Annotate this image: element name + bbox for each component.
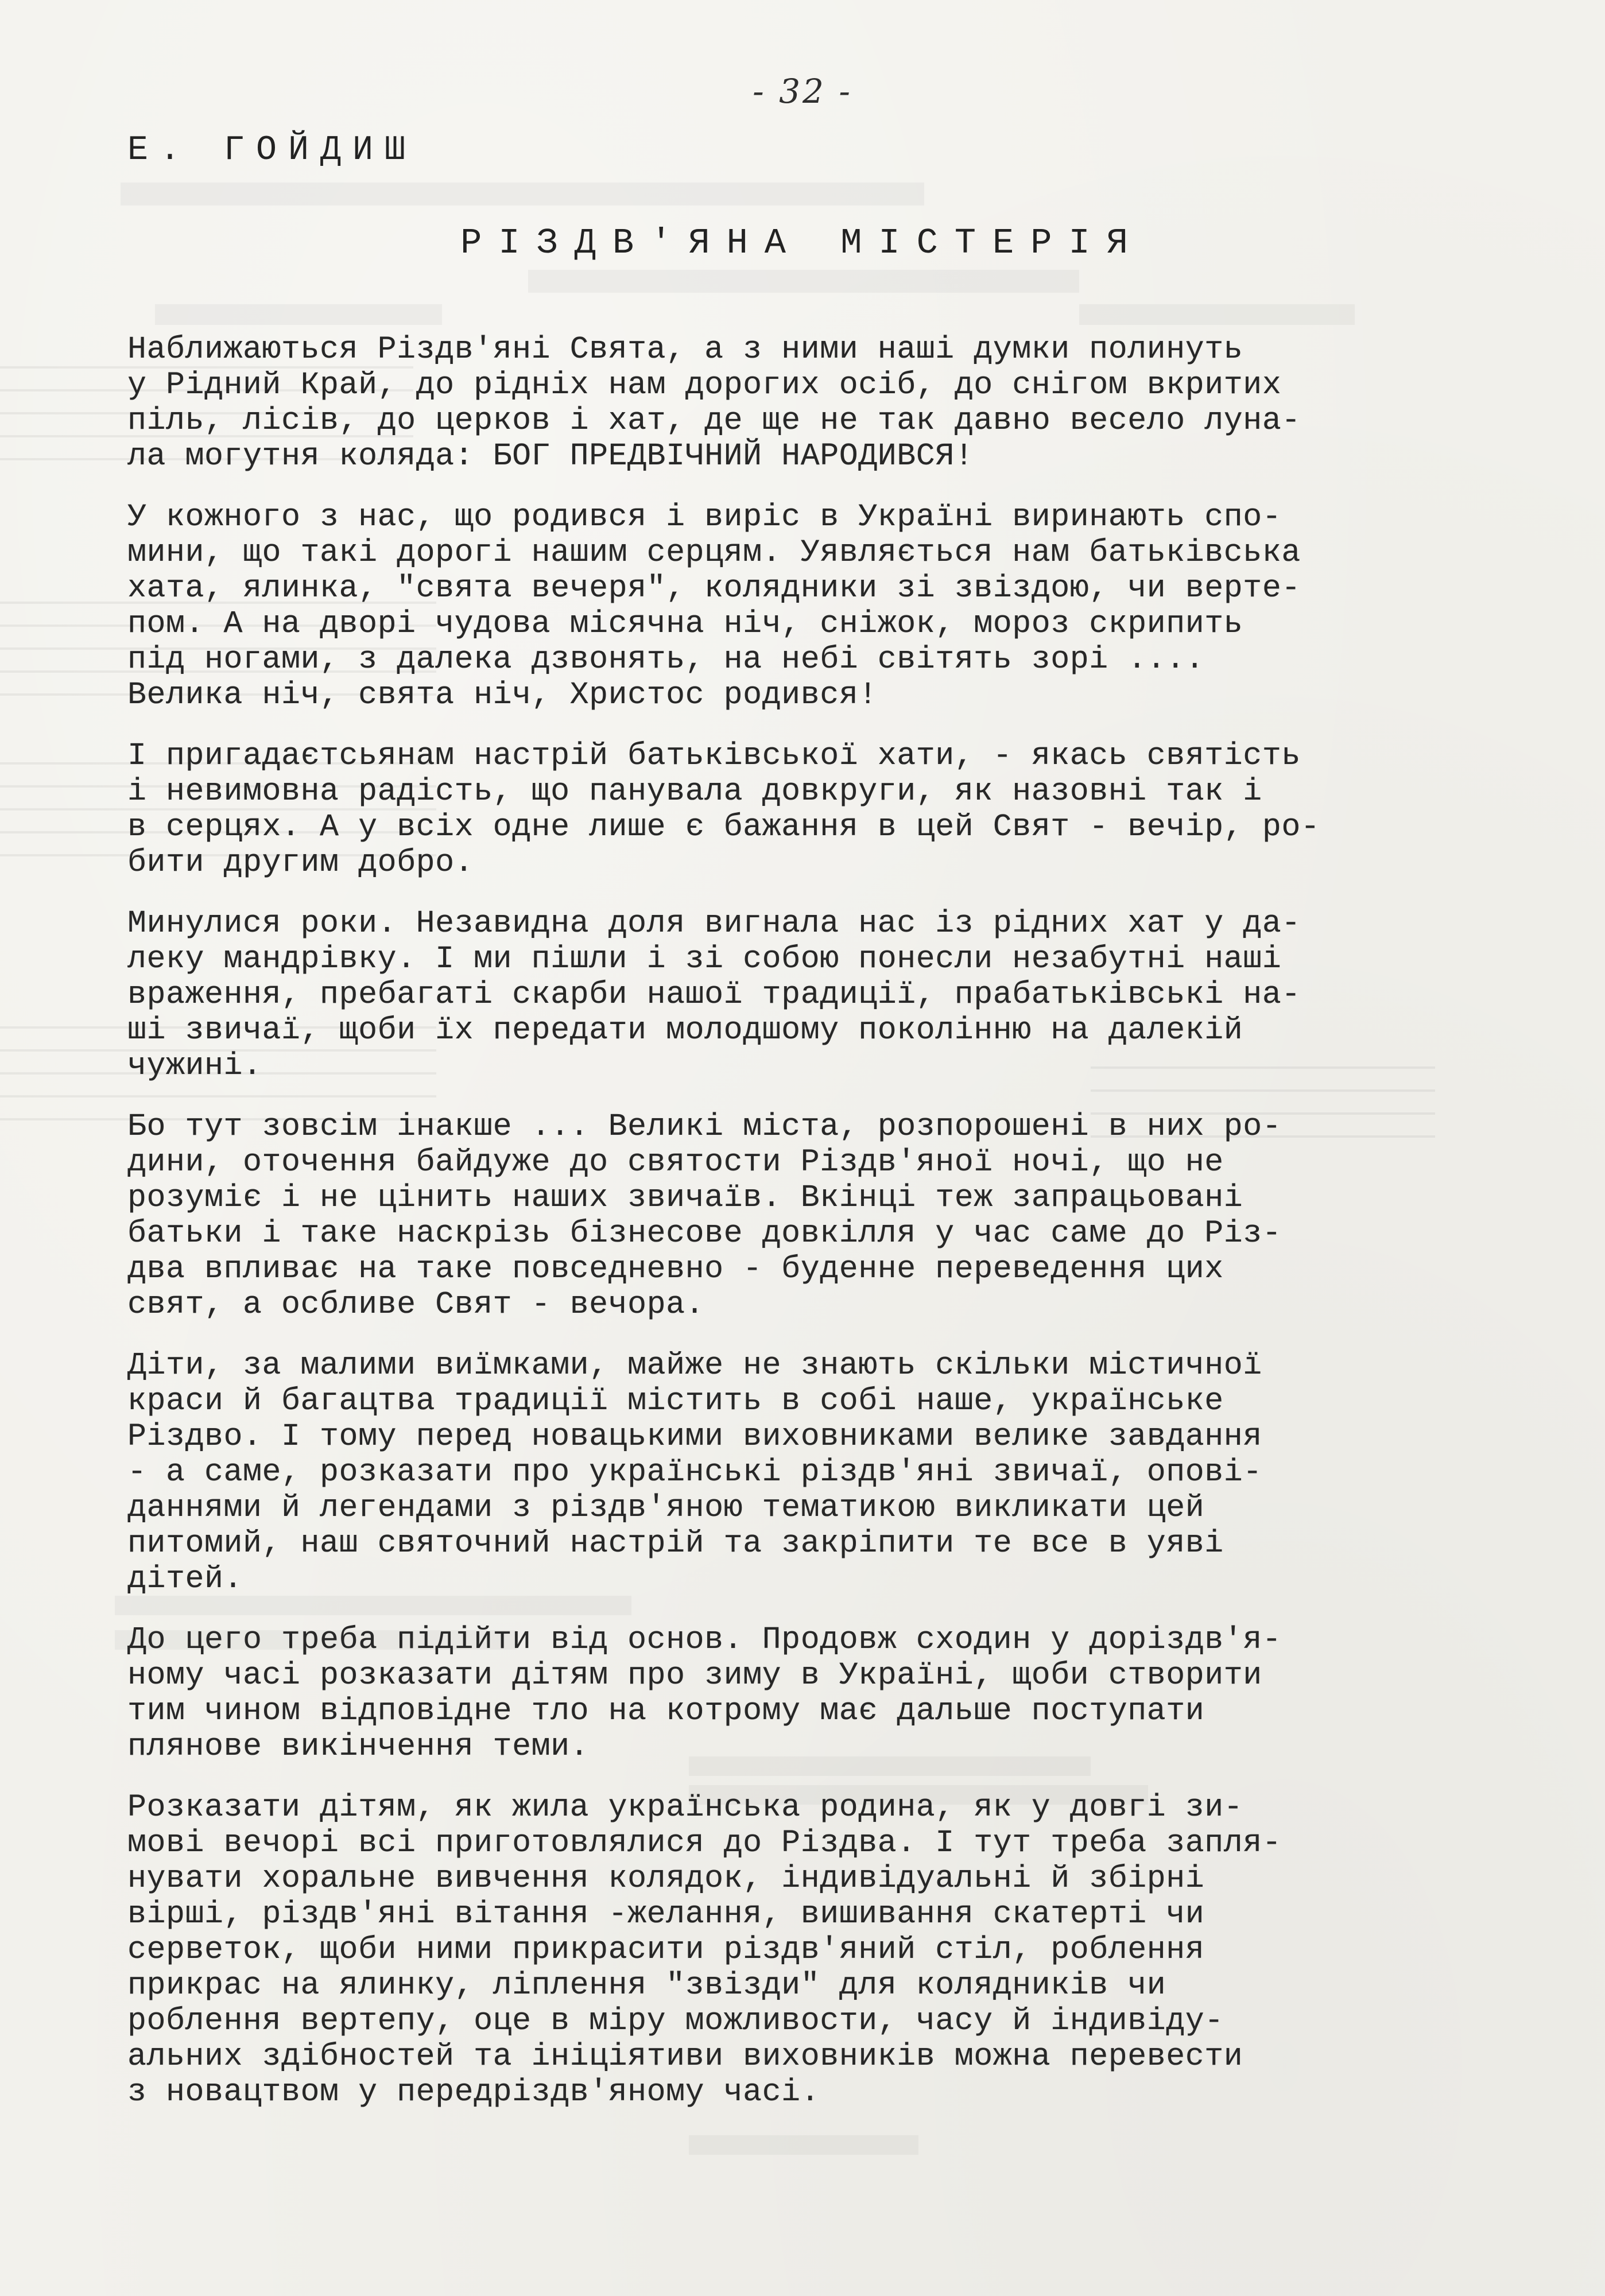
paragraph — [127, 1109, 1505, 1322]
text-line: До цего треба підійти від основ. Продовж сходин у доріздв'я- — [127, 1622, 1282, 1658]
article-title: РІЗДВ'ЯНА МІСТЕРІЯ — [460, 223, 1145, 263]
text-line: у Рідний Край, до рідніх нам дорогих осіб, до снігом вкритих — [127, 367, 1282, 403]
text-line: вірші, різдв'яні вітання -желання, вишивання скатерті чи — [127, 1896, 1205, 1932]
text-line: ному часі розказати дітям про зиму в Україні, щоби створити — [127, 1657, 1262, 1693]
paragraph — [127, 499, 1505, 713]
paragraph — [127, 738, 1505, 881]
text-line: ла могутня коляда: БОГ ПРЕДВІЧНИЙ НАРОДИВСЯ! — [127, 438, 974, 474]
text-line: даннями й легендами з різдв'яною тематикою викликати цей — [127, 1490, 1205, 1526]
text-line: в серцях. А у всіх одне лише є бажання в цей Свят - вечір, ро- — [127, 809, 1320, 845]
text-line: батьки і таке наскрізь бізнесове довкілля у час саме до Різ- — [127, 1215, 1282, 1251]
text-line: ші звичаї, щоби їх передати молодшому поколінню на далекій — [127, 1012, 1243, 1048]
text-line: тим чином відповідне тло на котрому має дальше поступати — [127, 1693, 1205, 1729]
text-line: краси й багацтва традиції містить в собі наше, українське — [127, 1383, 1224, 1419]
paragraph — [127, 906, 1505, 1084]
text-line: з новацтвом у передріздв'яному часі. — [127, 2074, 820, 2110]
text-line: бити другим добро. — [127, 844, 474, 881]
text-line: прикрас на ялинку, ліплення "звізди" для колядників чи — [127, 1967, 1166, 2003]
text-line: У кожного з нас, що родився і виріс в Україні виринають спо- — [127, 499, 1282, 535]
text-line: враження, пребагаті скарби нашої традиції, прабатьківські на- — [127, 976, 1301, 1013]
page-number: - 32 - — [753, 72, 852, 111]
article-body — [127, 332, 1505, 2135]
text-line: - а саме, розказати про українські різдв'яні звичаї, опові- — [127, 1454, 1262, 1490]
text-line: серветок, щоби ними прикрасити різдв'яний стіл, роблення — [127, 1932, 1205, 1968]
text-line: І пригадаєтсьянам настрій батьківської хати, - якась святість — [127, 738, 1301, 774]
text-line: Наближаються Різдв'яні Свята, а з ними наші думки полинуть — [127, 331, 1243, 367]
text-line: плянове викінчення теми. — [127, 1728, 590, 1764]
text-line: дини, оточення байдуже до святости Різдв'яної ночі, що не — [127, 1144, 1224, 1180]
text-line: мові вечорі всі приготовлялися до Різдва. І тут треба запля- — [127, 1825, 1282, 1861]
text-line: піль, лісів, до церков і хат, де ще не так давно весело луна- — [127, 402, 1301, 439]
text-line: два впливає на таке повседневно - буденне переведення цих — [127, 1251, 1224, 1287]
text-line: і невимовна радість, що панувала довкруги, як назовні так і — [127, 773, 1262, 809]
text-line: чужині. — [127, 1048, 262, 1084]
text-line: питомий, наш святочний настрій та закріпити те все в уяві — [127, 1525, 1224, 1561]
paragraph — [127, 1622, 1505, 1764]
text-line: хата, ялинка, "свята вечеря", колядники зі звіздою, чи верте- — [127, 570, 1301, 606]
text-line: альних здібностей та ініціятиви виховників можна перевести — [127, 2038, 1243, 2074]
text-line: Минулися роки. Незавидна доля вигнала нас із рідних хат у да- — [127, 905, 1301, 941]
text-line: роблення вертепу, оце в міру можливости, часу й індивіду- — [127, 2003, 1224, 2039]
text-line: Велика ніч, свята ніч, Христос родився! — [127, 677, 878, 713]
text-line: Діти, за малими виїмками, майже не знають скільки містичної — [127, 1347, 1262, 1383]
text-line: під ногами, з далека дзвонять, на небі світять зорі .... — [127, 641, 1205, 677]
text-line: розуміє і не цінить наших звичаїв. Вкінці теж запрацьовані — [127, 1180, 1243, 1216]
text-line: Бо тут зовсім інакше ... Великі міста, розпорошені в них ро- — [127, 1108, 1282, 1145]
text-line: нувати хоральне вивчення колядок, індивідуальні й збірні — [127, 1860, 1205, 1896]
text-line: мини, що такі дорогі нашим серцям. Уявляється нам батьківська — [127, 534, 1301, 571]
text-line: дітей. — [127, 1561, 243, 1597]
text-line: леку мандрівку. І ми пішли і зі собою понесли незабутні наші — [127, 941, 1282, 977]
text-line: свят, а осбливе Свят - вечора. — [127, 1286, 705, 1322]
paragraph — [127, 1790, 1505, 2110]
paragraph — [127, 1348, 1505, 1597]
text-line: Розказати дітям, як жила українська родина, як у довгі зи- — [127, 1789, 1243, 1825]
text-line: Різдво. І тому перед новацькими виховниками велике завдання — [127, 1418, 1262, 1455]
paragraph — [127, 332, 1505, 474]
text-line: пом. А на дворі чудова місячна ніч, сніжок, мороз скрипить — [127, 606, 1243, 642]
author-name: Е. ГОЙДИШ — [127, 131, 417, 170]
